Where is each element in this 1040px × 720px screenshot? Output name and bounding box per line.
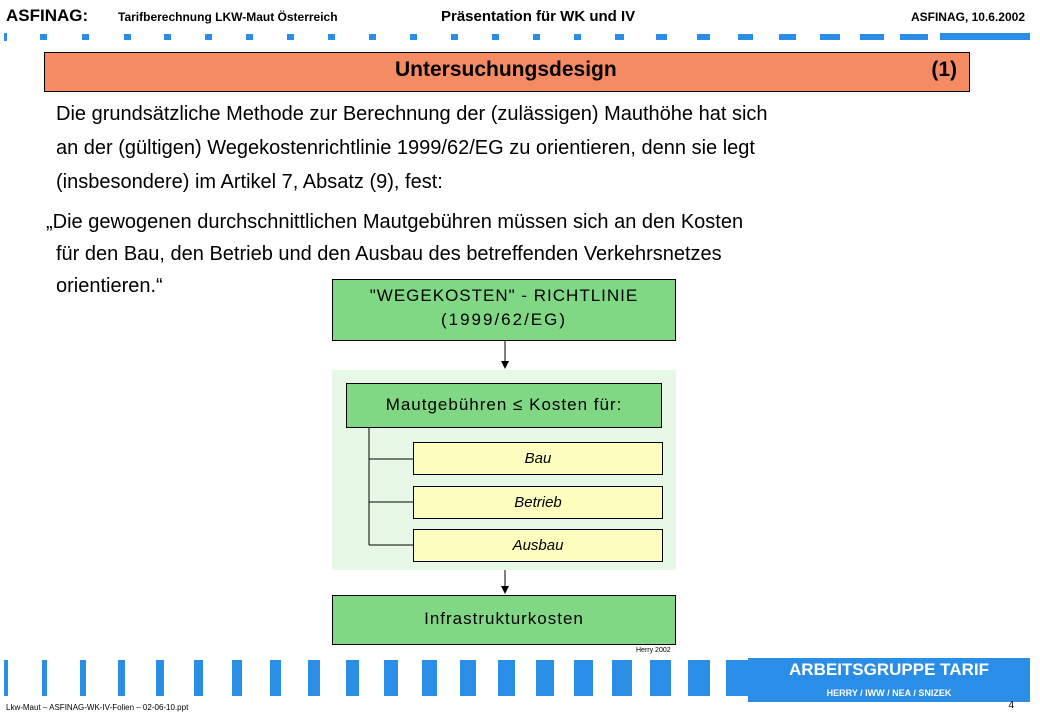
directive-line2: (1999/62/EG) <box>440 310 568 329</box>
paragraph1-line1: Die grundsätzliche Methode zur Berechnung der (zulässigen) Mauthöhe hat sich <box>56 103 768 125</box>
header-subtitle: Tarifberechnung LKW-Maut Österreich <box>118 10 338 24</box>
slide-title-number: (1) <box>931 58 957 81</box>
arrow-down-icon <box>497 341 513 371</box>
paragraph1-line3: (insbesondere) im Artikel 7, Absatz (9), fest: <box>56 171 443 193</box>
quote-line2: für den Bau, den Betrieb und den Ausbau des betreffenden Verkehrsnetzes <box>56 243 722 265</box>
header-dash-row <box>0 32 1040 42</box>
slide-title: Untersuchungsdesign <box>395 58 617 81</box>
tree-connector <box>360 428 420 548</box>
quote-line1: „Die gewogenen durchschnittlichen Mautgebühren müssen sich an den Kosten <box>46 211 744 233</box>
header-presentation: Präsentation für WK und IV <box>441 8 636 25</box>
directive-line1: "WEGEKOSTEN" - RICHTLINIE <box>369 286 639 305</box>
item-betrieb: Betrieb <box>514 494 562 511</box>
page-number: 4 <box>1008 700 1014 711</box>
arrow-down-icon <box>497 570 513 596</box>
diagram-credit: Herry 2002 <box>636 647 671 654</box>
header-date: ASFINAG, 10.6.2002 <box>910 10 1025 24</box>
footer-filename: Lkw-Maut – ASFINAG-WK-IV-Folien – 02-06-10.ppt <box>6 703 189 712</box>
paragraph1-line2: an der (gültigen) Wegekostenrichtlinie 1999/62/EG zu orientieren, denn sie legt <box>56 137 755 159</box>
item-ausbau: Ausbau <box>512 537 564 554</box>
header-org: ASFINAG: <box>6 6 89 25</box>
footer-dash-row <box>0 658 760 698</box>
toll-costs-label: Mautgebühren ≤ Kosten für: <box>385 395 623 414</box>
item-bau: Bau <box>524 450 552 467</box>
quote-line3: orientieren.“ <box>56 275 163 297</box>
working-group-title: ARBEITSGRUPPE TARIF <box>789 660 989 679</box>
working-group-members: HERRY / IWW / NEA / SNIZEK <box>826 688 952 698</box>
infrastructure-costs-label: Infrastrukturkosten <box>424 609 584 628</box>
